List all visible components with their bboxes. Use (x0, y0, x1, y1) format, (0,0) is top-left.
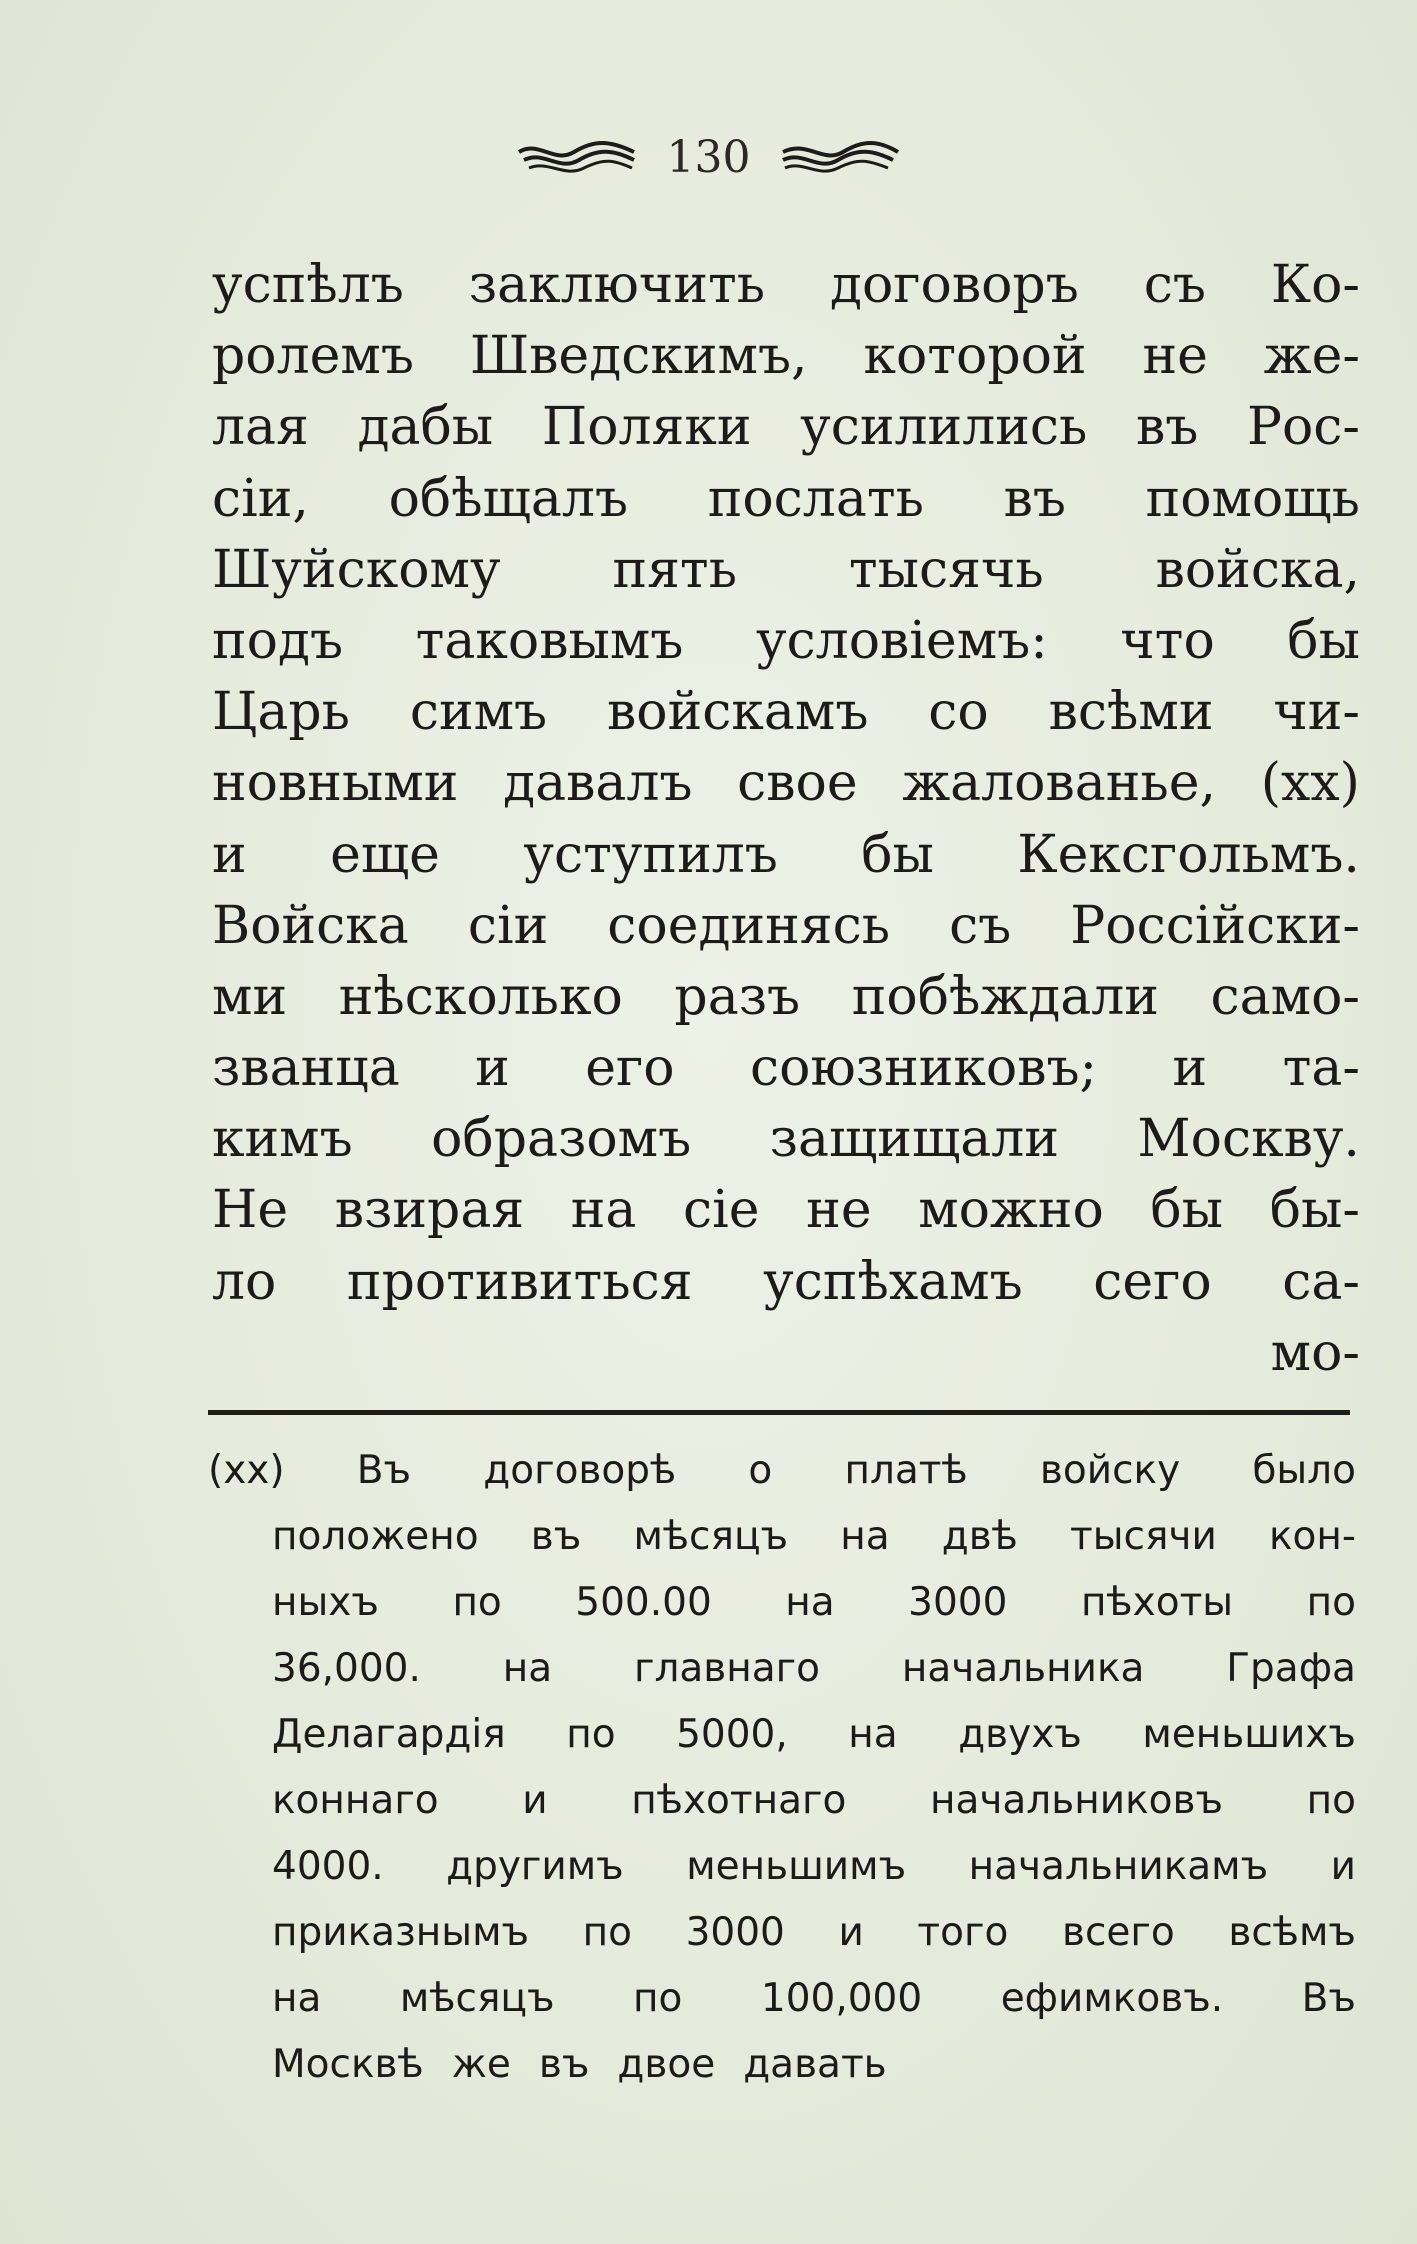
footnote-line: ныхъ по 500.00 на 3000 пѣхоты по (272, 1580, 1356, 1625)
page-number: 130 (666, 132, 751, 183)
main-text-line: лая дабы Поляки усилились въ Рос- (212, 397, 1360, 458)
main-text-body (212, 250, 1360, 1389)
main-text-line: и еще уступилъ бы Кексгольмъ. (212, 824, 1360, 885)
main-text-line: званца и его союзниковъ; и та- (212, 1038, 1360, 1099)
right-flourish-icon (778, 138, 903, 178)
footnote-line: 36,000. на главнаго начальника Графа (272, 1646, 1356, 1691)
footnote-line: Делагардія по 5000, на двухъ меньшихъ (272, 1712, 1356, 1757)
main-text-line: новными давалъ свое жалованье, (хх) (212, 753, 1360, 814)
main-text-line: Не взирая на сіе не можно бы бы- (212, 1180, 1360, 1241)
main-text-line: успѣлъ заключить договоръ съ Ко- (212, 255, 1360, 315)
page-header (0, 128, 1417, 188)
footnote-line: положено въ мѣсяцъ на двѣ тысячи кон- (272, 1514, 1356, 1559)
main-text-line: ми нѣсколько разъ побѣждали само- (212, 966, 1360, 1027)
footnote-divider (208, 1410, 1350, 1415)
main-text-line: кимъ образомъ защищали Москву. (212, 1109, 1360, 1170)
footnote-line: 4000. другимъ меньшимъ начальникамъ и (272, 1844, 1356, 1889)
footnote-line: приказнымъ по 3000 и того всего всѣмъ (272, 1910, 1356, 1955)
main-text-line: Войска сіи соединясь съ Россійски- (212, 895, 1360, 956)
main-text-line: Царь симъ войскамъ со всѣми чи- (212, 682, 1360, 743)
main-text-line: ло противиться успѣхамъ сего са- (212, 1251, 1360, 1312)
footnote-line: на мѣсяцъ по 100,000 ефимковъ. Въ (272, 1976, 1356, 2021)
main-text-line: Шуйскому пять тысячь войска, (212, 539, 1360, 600)
main-text-line: мо- (1270, 1322, 1360, 1383)
main-text-line: ролемъ Шведскимъ, которой не же- (212, 326, 1360, 387)
left-flourish-icon (514, 138, 639, 178)
footnote-line: Москвѣ же въ двое давать (272, 2042, 887, 2087)
main-text-line: подъ таковымъ условіемъ: что бы (212, 610, 1360, 671)
footnote-line: коннаго и пѣхотнаго начальниковъ по (272, 1778, 1356, 1823)
footnote-block (208, 1438, 1356, 2098)
main-text-line: сіи, обѣщалъ послать въ помощь (212, 468, 1360, 529)
footnote-line: (хх) Въ договорѣ о платѣ войску было (208, 1448, 1356, 1493)
